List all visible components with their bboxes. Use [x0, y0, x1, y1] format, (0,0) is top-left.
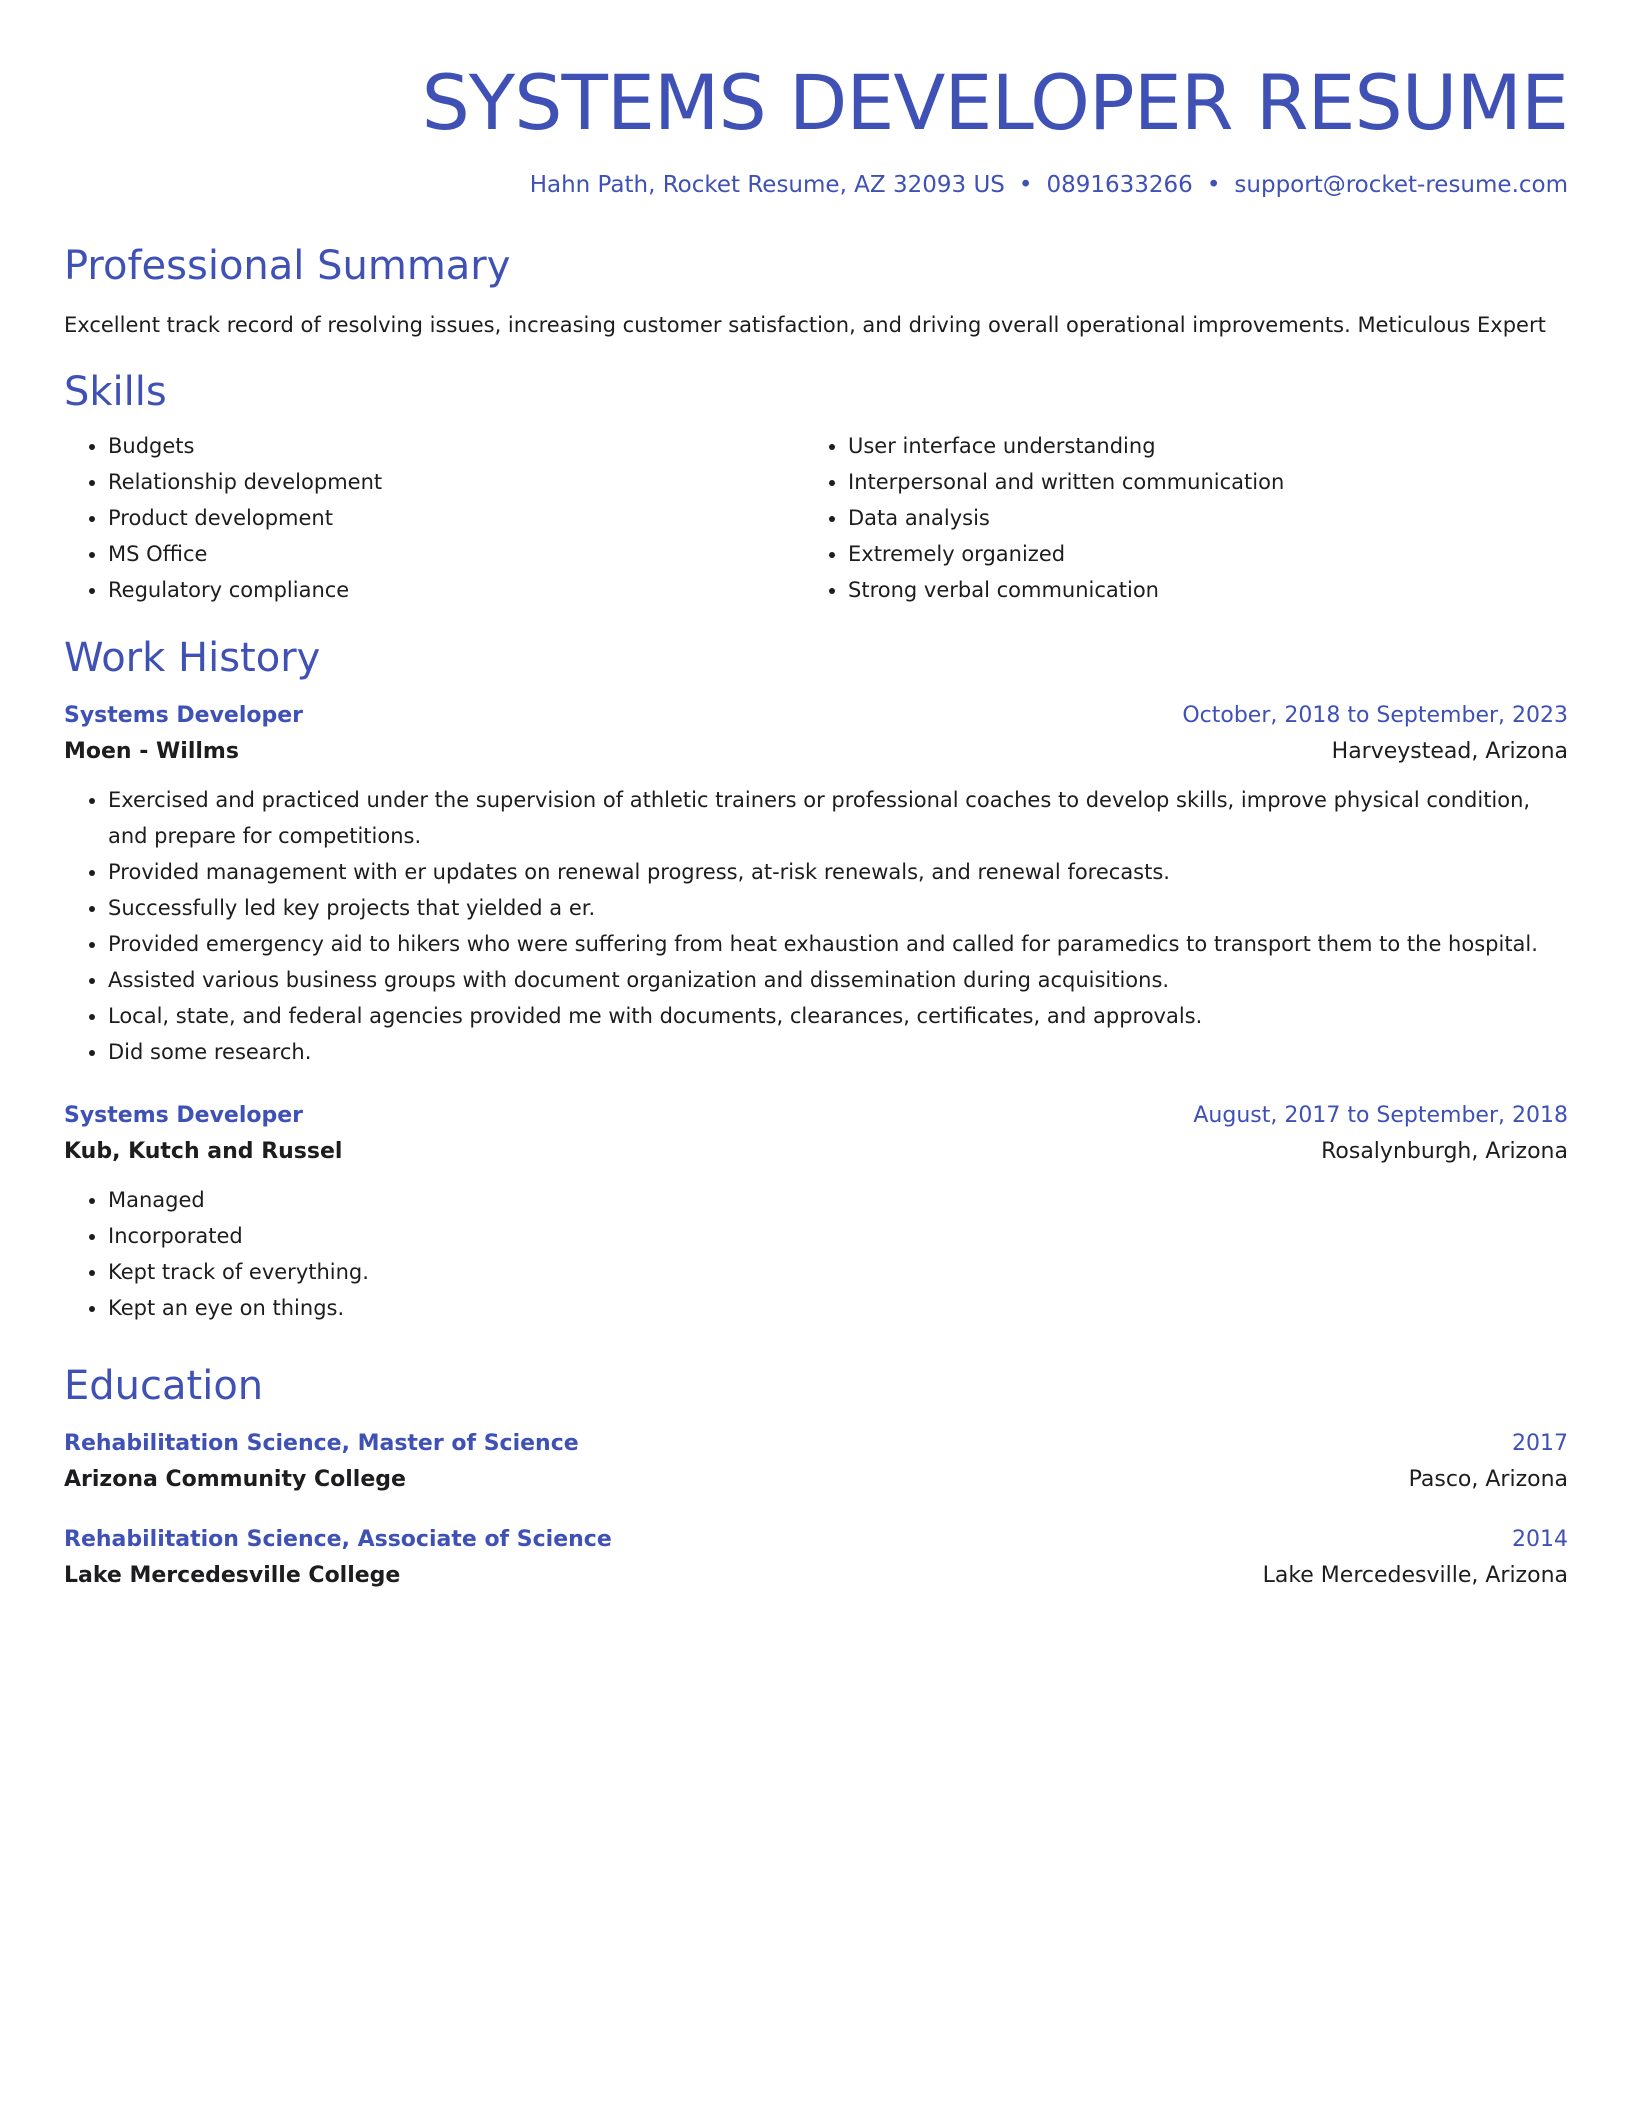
skill-item: • Relationship development: [108, 464, 804, 500]
contact-separator: •: [1206, 172, 1221, 198]
job-bullet: • Local, state, and federal agencies provided me with documents, clearances, certificates, and approvals.: [108, 998, 1568, 1034]
skill-item: • Data analysis: [848, 500, 1544, 536]
job-bullet: • Did some research.: [108, 1034, 1568, 1070]
skills-section: [64, 368, 1568, 608]
job-bullet: • Kept track of everything.: [108, 1254, 1568, 1290]
skill-item: • Product development: [108, 500, 804, 536]
job-role: Systems Developer: [64, 1103, 304, 1128]
job-location: Harveystead, Arizona: [1331, 739, 1568, 764]
job-entry: [64, 1100, 1568, 1326]
skill-item: • Budgets: [108, 428, 804, 464]
job-bullet: • Managed: [108, 1182, 1568, 1218]
skill-item: • Strong verbal communication: [848, 572, 1544, 608]
education-section: [64, 1362, 1568, 1596]
job-bullet: • Successfully led key projects that yielded a er.: [108, 890, 1568, 926]
job-company: Moen - Willms: [64, 739, 239, 764]
education-location: Pasco, Arizona: [1408, 1467, 1568, 1492]
job-entry: [64, 700, 1568, 1070]
work-history-heading: Work History: [64, 635, 321, 681]
skills-grid: [64, 428, 1568, 608]
education-entry: [64, 1428, 1568, 1500]
job-bullet: • Incorporated: [108, 1218, 1568, 1254]
skill-item: • User interface understanding: [848, 428, 1544, 464]
job-bullet: • Assisted various business groups with document organization and dissemination during acquisitions.: [108, 962, 1568, 998]
skill-item: • Interpersonal and written communication: [848, 464, 1544, 500]
job-bullets: [64, 782, 1568, 1070]
contact-email: support@rocket-resume.com: [1234, 172, 1568, 198]
job-bullet: • Exercised and practiced under the supervision of athletic trainers or professional coaches to develop skills, improve physical condition, and prepare for competitions.: [108, 782, 1568, 854]
job-bullet: • Provided management with er updates on renewal progress, at-risk renewals, and renewal forecasts.: [108, 854, 1568, 890]
education-school-row: [64, 1556, 1568, 1596]
job-bullet: • Provided emergency aid to hikers who were suffering from heat exhaustion and called for paramedics to transport them to the hospital.: [108, 926, 1568, 962]
job-location: Rosalynburgh, Arizona: [1321, 1139, 1568, 1164]
job-role: Systems Developer: [64, 703, 304, 728]
job-title-row: [64, 700, 1568, 732]
summary-text: Excellent track record of resolving issues, increasing customer satisfaction, and driving overall operational improvements. Meticulous Expert: [64, 313, 1546, 337]
job-company-row: [64, 732, 1568, 772]
education-degree: Rehabilitation Science, Associate of Science: [64, 1527, 612, 1552]
skills-right-column: [804, 428, 1544, 608]
job-bullets: [64, 1182, 1568, 1326]
job-title-row: [64, 1100, 1568, 1132]
job-bullet: • Kept an eye on things.: [108, 1290, 1568, 1326]
education-school: Lake Mercedesville College: [64, 1563, 401, 1588]
education-degree-row: [64, 1524, 1568, 1556]
work-history-section: [64, 634, 1568, 1326]
job-company: Kub, Kutch and Russel: [64, 1139, 343, 1164]
education-school: Arizona Community College: [64, 1467, 406, 1492]
education-heading: Education: [64, 1363, 264, 1409]
education-school-row: [64, 1460, 1568, 1500]
education-degree: Rehabilitation Science, Master of Science: [64, 1431, 579, 1456]
skills-heading: Skills: [64, 369, 167, 415]
education-entry: [64, 1524, 1568, 1596]
education-location: Lake Mercedesville, Arizona: [1262, 1563, 1568, 1588]
job-dates: October, 2018 to September, 2023: [1182, 703, 1568, 728]
job-company-row: [64, 1132, 1568, 1172]
skill-item: • Regulatory compliance: [108, 572, 804, 608]
skill-item: • MS Office: [108, 536, 804, 572]
education-degree-row: [64, 1428, 1568, 1460]
job-dates: August, 2017 to September, 2018: [1193, 1103, 1568, 1128]
skills-left-column: [64, 428, 804, 608]
summary-heading: Professional Summary: [64, 243, 511, 289]
contact-separator: •: [1018, 172, 1033, 198]
education-year: 2017: [1512, 1431, 1568, 1456]
education-year: 2014: [1512, 1527, 1568, 1552]
contact-line: [64, 170, 1568, 200]
resume-title: SYSTEMS DEVELOPER RESUME: [421, 58, 1568, 147]
summary-section: [64, 242, 1568, 340]
skill-item: • Extremely organized: [848, 536, 1544, 572]
contact-phone: 0891633266: [1046, 172, 1193, 198]
contact-address: Hahn Path, Rocket Resume, AZ 32093 US: [529, 172, 1005, 198]
